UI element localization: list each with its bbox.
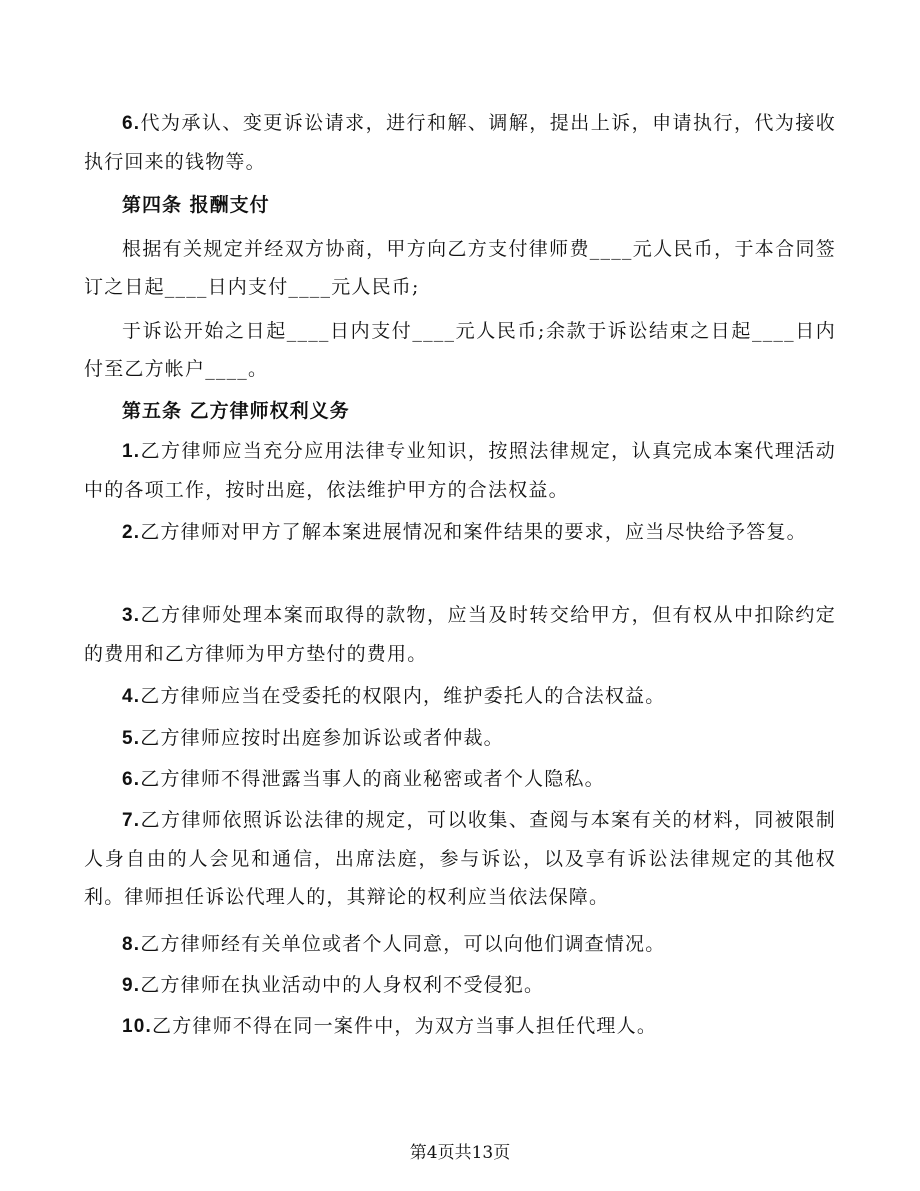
article-5-heading: 第五条 乙方律师权利义务 bbox=[122, 400, 350, 422]
item-text: 乙方律师应当在受委托的权限内，维护委托人的合法权益。 bbox=[140, 685, 666, 707]
item-number: 6. bbox=[122, 769, 141, 790]
item-number: 10. bbox=[122, 1016, 153, 1037]
item-number: 4. bbox=[122, 686, 141, 707]
item-number: 5. bbox=[122, 728, 141, 749]
item-text: 乙方律师处理本案而取得的款物，应当及时转交给甲方，但有权从中扣除约定的费用和乙方律师为甲方垫付的费用。 bbox=[84, 604, 836, 665]
list-item-3 bbox=[84, 596, 836, 673]
item-text: 乙方律师不得在同一案件中，为双方当事人担任代理人。 bbox=[152, 1015, 658, 1037]
list-item-6 bbox=[84, 760, 836, 799]
item-text: 乙方律师经有关单位或者个人同意，可以向他们调查情况。 bbox=[140, 933, 666, 955]
list-item-2 bbox=[84, 513, 836, 552]
item-text: 乙方律师对甲方了解本案进展情况和案件结果的要求，应当尽快给予答复。 bbox=[140, 521, 807, 543]
list-item-7 bbox=[84, 801, 836, 916]
list-item-1 bbox=[84, 432, 836, 509]
item-number: 8. bbox=[122, 934, 141, 955]
item-text: 乙方律师不得泄露当事人的商业秘密或者个人隐私。 bbox=[140, 768, 605, 790]
list-item-10 bbox=[84, 1007, 836, 1046]
item-number: 3. bbox=[122, 605, 141, 626]
article-4-paragraph-1: 根据有关规定并经双方协商，甲方向乙方支付律师费____元人民币，于本合同签订之日起____日内支付____元人民币; bbox=[84, 238, 836, 298]
item-text: 乙方律师依照诉讼法律的规定，可以收集、查阅与本案有关的材料，同被限制人身自由的人会见和通信，出席法庭，参与诉讼，以及享有诉讼法律规定的其他权利。律师担任诉讼代理人的，其辩论的权利应当依法保障。 bbox=[84, 809, 836, 908]
item-text: 乙方律师在执业活动中的人身权利不受侵犯。 bbox=[140, 974, 545, 996]
article-4-heading: 第四条 报酬支付 bbox=[122, 194, 270, 216]
list-item-5 bbox=[84, 719, 836, 758]
item-text: 乙方律师应当充分应用法律专业知识，按照法律规定，认真完成本案代理活动中的各项工作，按时出庭，依法维护甲方的合法权益。 bbox=[84, 440, 836, 501]
list-item-8 bbox=[84, 925, 836, 964]
paragraph-text: 代为承认、变更诉讼请求，进行和解、调解，提出上诉，申请执行，代为接收执行回来的钱物等。 bbox=[84, 112, 836, 173]
item-number: 7. bbox=[122, 810, 141, 831]
item-text: 乙方律师应按时出庭参加诉讼或者仲裁。 bbox=[140, 727, 504, 749]
item-number: 1. bbox=[122, 441, 141, 462]
list-item-4 bbox=[84, 677, 836, 716]
list-item-9 bbox=[84, 966, 836, 1005]
page-number-footer: 第4页共13页 bbox=[409, 1143, 511, 1163]
paragraph-6 bbox=[84, 104, 836, 181]
item-number: 2. bbox=[122, 522, 141, 543]
item-number: 9. bbox=[122, 975, 141, 996]
article-4-paragraph-2: 于诉讼开始之日起____日内支付____元人民币;余款于诉讼结束之日起____日内付至乙方帐户____。 bbox=[84, 320, 836, 380]
item-number: 6. bbox=[122, 113, 141, 134]
